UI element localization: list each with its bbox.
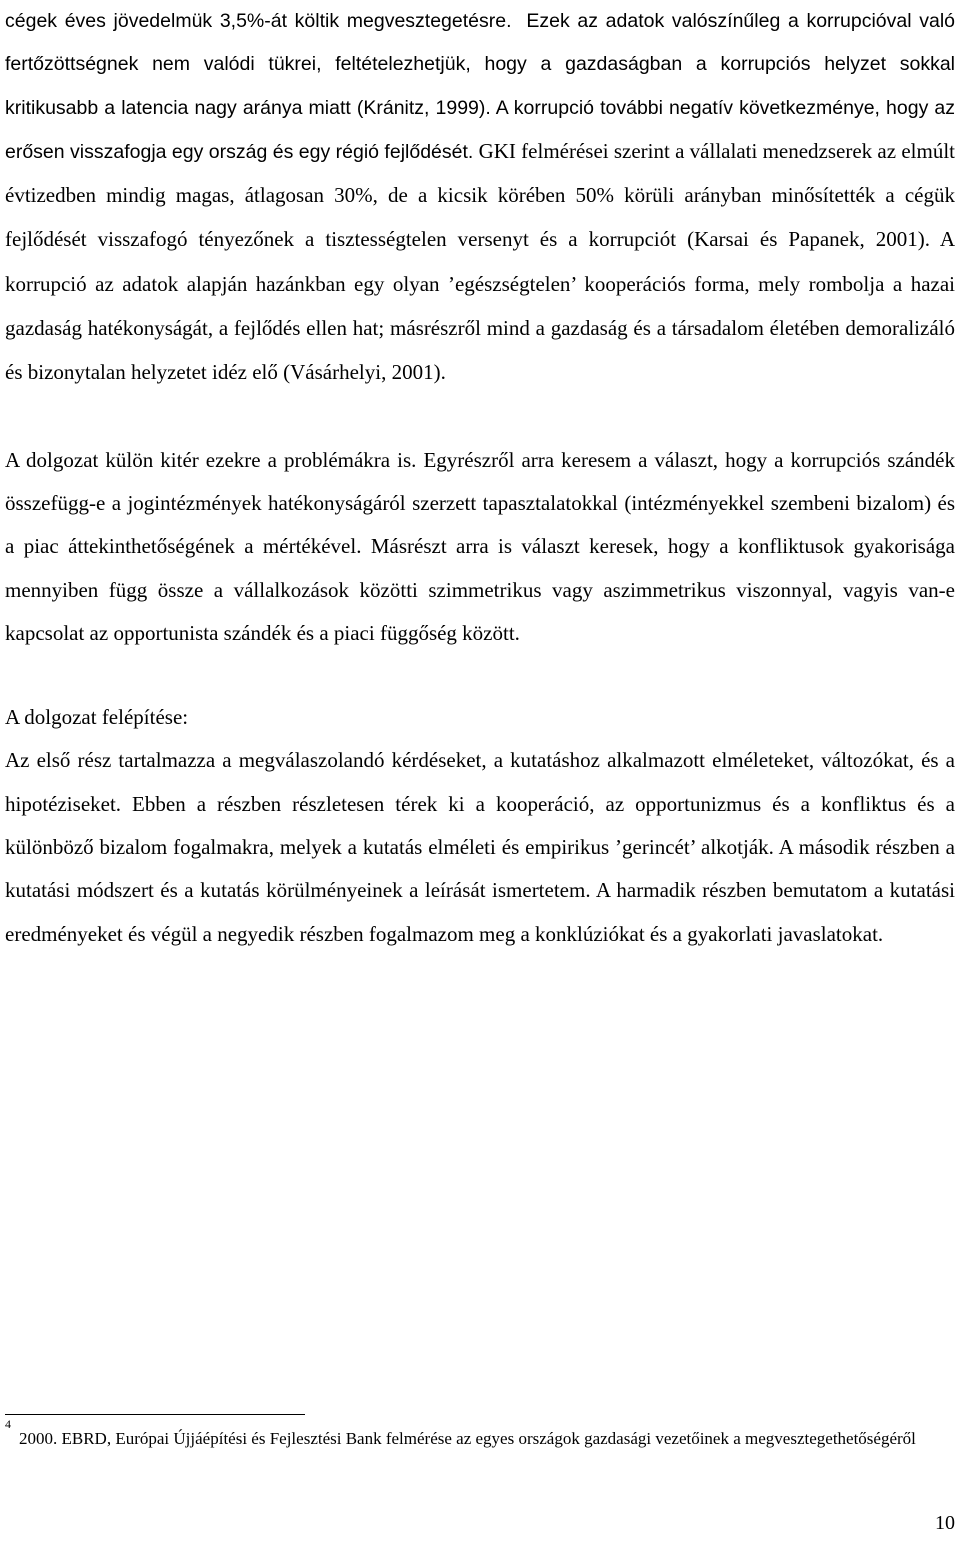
paragraph-research-questions: A dolgozat külön kitér ezekre a problémákra is. Egyrészről arra keresem a választ, hogy a korrupciós szándék összefügg-e a jogintézmények hatékonyságáról szerzett tapasztalatokkal (intézményekkel szembeni bizalom) és a piac áttekinthetőségének a mértékével. Másrészt arra is választ keresek, hogy a konfliktusok gyakorisága mennyiben függ össze a vállalkozások közötti szimmetrikus vagy aszimmetrikus viszonnyal, vagyis van-e kapcsolat az opportunista szándék és a piaci függőség között.: [5, 447, 955, 645]
footnote-text: 2000. EBRD, Európai Újjáépítési és Fejlesztési Bank felmérése az egyes országok gazdasági vezetőinek a megvesztegethetőségéről: [19, 1429, 916, 1448]
paragraph-text-serif: GKI felmérései szerint a vállalati menedzserek az elmúlt évtizedben mindig magas, átlagosan 30%, de a kicsik körében 50% körüli arányban minősítették a cégük fejlődését visszafogó tényezőnek a tisztességtelen versenyt és a korrupciót (Karsai és Papanek, 2001). A korrupció az adatok alapján hazánkban egy olyan ’egészségtelen’ kooperációs forma, mely rombolja a hazai gazdaság hatékonyságát, a fejlődés ellen hat; másrészről mind a gazdaság és a társadalom életében demoralizáló és bizonytalan helyzetet idéz elő (Vásárhelyi, 2001).: [5, 138, 955, 385]
document-page: [5, 0, 955, 956]
footnote-reference[interactable]: [512, 0, 519, 1]
page-number: 10: [935, 1512, 955, 1534]
paragraph-text-sans: cégek éves jövedelmük 3,5%-át költik megvesztegetésre.: [5, 10, 512, 32]
footnote: [5, 1417, 955, 1450]
footnote-number: 4: [5, 1417, 11, 1431]
paragraph-corruption-consequences: [5, 0, 955, 396]
paragraph-text-sans-continued: Ezek az adatok valószínűleg a korrupcióval való fertőzöttségnek nem valódi tükrei, feltételezhetjük, hogy a gazdaságban a korrupciós helyzet sokkal kritikusabb a latencia nagy aránya miatt (Kránitz, 1999). A korrupció további negatív következménye, hogy az erősen visszafogja egy ország és egy régió fejlődését.: [5, 10, 955, 163]
footnote-separator: [5, 1414, 305, 1415]
section-heading: A dolgozat felépítése:: [5, 705, 189, 730]
paragraph-structure: Az első rész tartalmazza a megválaszolandó kérdéseket, a kutatáshoz alkalmazott elméleteket, változókat, és a hipotéziseket. Ebben a részben részletesen térek ki a kooperáció, az opportunizmus és a konfliktus és a különböző bizalom fogalmakra, melyek a kutatás elméleti és empirikus ’gerincét’ alkotják. A második részben a kutatási módszert és a kutatás körülményeinek a leírását ismertetem. A harmadik részben bemutatom a kutatási eredményeket és végül a negyedik részben fogalmazom meg a konklúziókat és a gyakorlati javaslatokat.: [5, 748, 955, 946]
